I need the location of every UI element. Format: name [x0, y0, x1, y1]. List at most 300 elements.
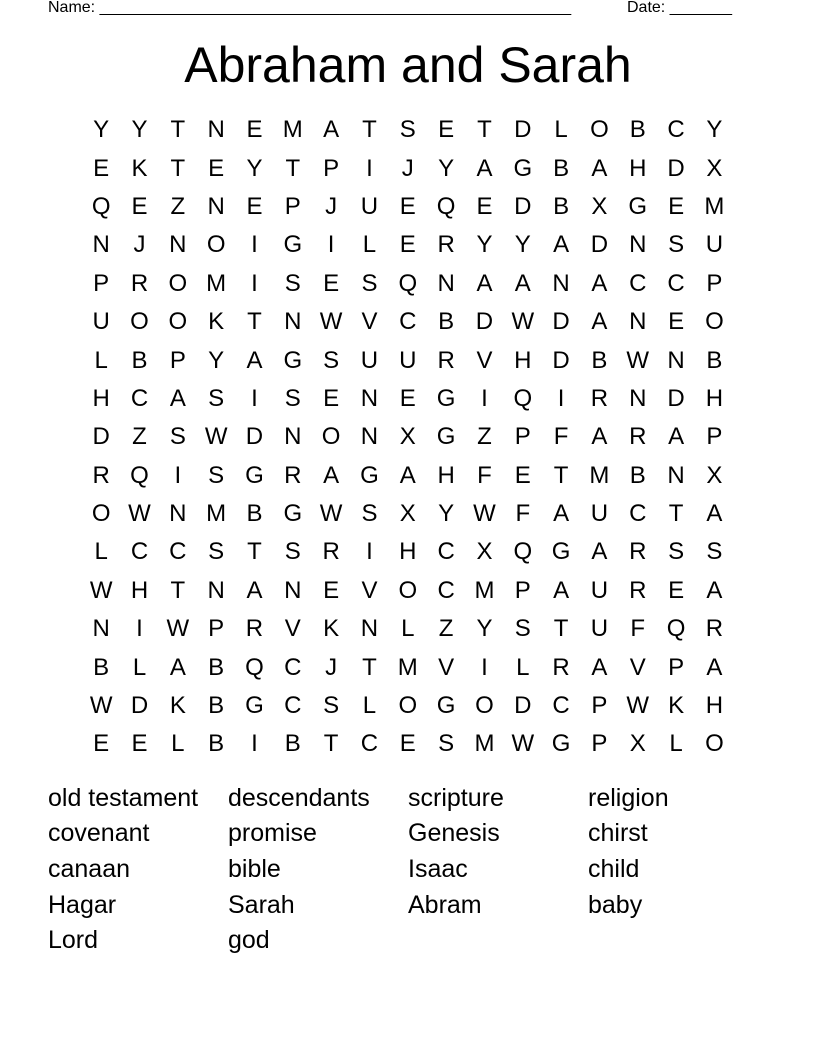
- word-list-item: chirst: [588, 819, 648, 848]
- grid-letter: S: [208, 461, 225, 489]
- grid-letter: M: [397, 653, 418, 681]
- grid-letter: P: [514, 576, 531, 604]
- grid-letter: A: [553, 500, 570, 528]
- grid-letter: P: [169, 346, 186, 374]
- grid-letter: Z: [438, 615, 454, 643]
- grid-letter: Y: [93, 116, 110, 144]
- grid-row: [82, 648, 734, 686]
- grid-letter: T: [553, 461, 569, 489]
- grid-letter: Y: [706, 116, 723, 144]
- grid-letter: N: [360, 615, 379, 643]
- grid-letter: N: [629, 231, 647, 259]
- grid-letter: L: [669, 730, 683, 758]
- grid-letter: Z: [477, 423, 492, 451]
- grid-letter: E: [93, 154, 110, 182]
- grid-letter: N: [169, 500, 187, 528]
- grid-letter: F: [630, 615, 646, 643]
- grid-letter: P: [208, 615, 225, 643]
- grid-letter: N: [207, 576, 225, 604]
- grid-letter: A: [323, 116, 340, 144]
- grid-letter: R: [552, 653, 570, 681]
- grid-letter: G: [245, 692, 264, 720]
- grid-letter: Z: [132, 423, 147, 451]
- grid-letter: Q: [513, 538, 533, 566]
- grid-letter: C: [629, 500, 647, 528]
- grid-letter: A: [246, 576, 263, 604]
- grid-letter: B: [629, 461, 646, 489]
- grid-letter: Y: [131, 116, 148, 144]
- grid-letter: S: [323, 692, 340, 720]
- grid-letter: Z: [170, 192, 186, 220]
- grid-letter: E: [438, 116, 455, 144]
- grid-letter: O: [321, 423, 341, 451]
- grid-row: [82, 188, 734, 226]
- grid-letter: F: [477, 461, 492, 489]
- grid-letter: I: [481, 384, 488, 412]
- grid-letter: C: [169, 538, 187, 566]
- grid-letter: D: [92, 423, 110, 451]
- grid-letter: G: [283, 500, 303, 528]
- word-row: [48, 887, 768, 923]
- grid-letter: M: [206, 269, 227, 297]
- grid-letter: N: [284, 423, 302, 451]
- date-field-label: Date: _______: [627, 0, 732, 16]
- grid-letter: I: [557, 384, 565, 412]
- grid-letter: L: [132, 653, 147, 681]
- grid-letter: A: [169, 384, 186, 412]
- grid-letter: T: [170, 576, 186, 604]
- grid-letter: N: [437, 269, 455, 297]
- grid-letter: G: [436, 384, 456, 412]
- grid-letter: N: [92, 615, 110, 643]
- grid-letter: D: [130, 692, 149, 720]
- grid-letter: Y: [208, 346, 225, 374]
- grid-letter: S: [668, 231, 685, 259]
- grid-letter: Q: [398, 269, 418, 297]
- grid-letter: G: [283, 346, 303, 374]
- grid-letter: R: [322, 538, 340, 566]
- grid-row: [82, 610, 734, 648]
- grid-letter: N: [284, 308, 302, 336]
- grid-letter: S: [361, 269, 378, 297]
- grid-row: [82, 725, 734, 763]
- grid-letter: E: [668, 576, 685, 604]
- word-list-item: bible: [228, 854, 281, 883]
- grid-letter: A: [246, 346, 263, 374]
- grid-letter: O: [168, 308, 188, 336]
- word-list-item: scripture: [408, 783, 504, 812]
- grid-letter: I: [251, 384, 258, 412]
- grid-letter: O: [475, 692, 494, 720]
- grid-letter: C: [667, 269, 685, 297]
- grid-letter: U: [360, 346, 379, 374]
- grid-letter: T: [668, 500, 684, 528]
- grid-letter: O: [91, 500, 111, 528]
- grid-row: [82, 533, 734, 571]
- grid-letter: N: [207, 116, 225, 144]
- grid-letter: M: [474, 576, 495, 604]
- grid-letter: T: [170, 116, 186, 144]
- grid-letter: I: [251, 269, 258, 297]
- grid-letter: C: [284, 692, 302, 720]
- grid-letter: G: [245, 461, 264, 489]
- grid-letter: W: [473, 500, 496, 528]
- grid-letter: I: [174, 461, 182, 489]
- grid-row: [82, 341, 734, 379]
- grid-letter: O: [206, 231, 226, 259]
- grid-letter: X: [399, 423, 416, 451]
- grid-letter: B: [93, 653, 110, 681]
- grid-letter: U: [590, 500, 609, 528]
- grid-letter: W: [204, 423, 228, 451]
- grid-letter: I: [251, 730, 258, 758]
- grid-letter: R: [437, 346, 455, 374]
- grid-letter: B: [629, 116, 646, 144]
- grid-letter: I: [366, 538, 373, 566]
- grid-letter: P: [284, 192, 301, 220]
- grid-letter: B: [208, 730, 225, 758]
- grid-letter: H: [130, 576, 149, 604]
- grid-row: [82, 149, 734, 187]
- grid-letter: L: [554, 116, 568, 144]
- grid-letter: E: [399, 384, 416, 412]
- grid-letter: H: [437, 461, 455, 489]
- grid-letter: A: [668, 423, 685, 451]
- grid-row: [82, 111, 734, 149]
- grid-letter: S: [399, 116, 416, 144]
- grid-letter: X: [706, 154, 723, 182]
- grid-letter: V: [629, 653, 646, 681]
- grid-letter: R: [590, 384, 609, 412]
- grid-letter: E: [246, 192, 263, 220]
- grid-letter: E: [514, 461, 531, 489]
- grid-letter: B: [438, 308, 455, 336]
- grid-letter: T: [170, 154, 186, 182]
- grid-letter: A: [706, 653, 723, 681]
- word-list-item: child: [588, 854, 640, 883]
- grid-letter: T: [553, 615, 569, 643]
- word-list-item: Genesis: [408, 819, 500, 848]
- grid-letter: C: [629, 269, 647, 297]
- grid-row: [82, 687, 734, 725]
- grid-row: [82, 495, 734, 533]
- grid-letter: W: [166, 615, 190, 643]
- grid-letter: N: [552, 269, 570, 297]
- grid-letter: M: [206, 500, 227, 528]
- grid-letter: A: [553, 231, 570, 259]
- page-title: Abraham and Sarah: [184, 37, 632, 93]
- grid-letter: G: [436, 692, 456, 720]
- word-list-item: Lord: [48, 926, 99, 955]
- grid-letter: N: [629, 308, 647, 336]
- grid-letter: A: [591, 653, 608, 681]
- grid-letter: B: [591, 346, 608, 374]
- grid-letter: Q: [91, 192, 111, 220]
- grid-letter: W: [626, 346, 650, 374]
- grid-letter: R: [437, 231, 455, 259]
- grid-letter: N: [360, 384, 379, 412]
- grid-letter: I: [366, 154, 373, 182]
- word-list-item: canaan: [48, 854, 131, 883]
- grid-letter: E: [399, 192, 416, 220]
- grid-letter: H: [705, 692, 724, 720]
- grid-letter: M: [589, 461, 610, 489]
- grid-row: [82, 265, 734, 303]
- grid-letter: E: [323, 269, 340, 297]
- grid-letter: E: [323, 384, 340, 412]
- grid-letter: S: [284, 269, 301, 297]
- grid-letter: L: [362, 231, 377, 259]
- grid-letter: X: [591, 192, 608, 220]
- grid-letter: O: [398, 576, 418, 604]
- word-row: [48, 851, 768, 887]
- grid-letter: S: [169, 423, 186, 451]
- grid-letter: I: [481, 653, 488, 681]
- grid-letter: P: [93, 269, 110, 297]
- grid-letter: G: [628, 192, 648, 220]
- grid-letter: R: [130, 269, 149, 297]
- grid-letter: T: [285, 154, 301, 182]
- grid-letter: E: [399, 730, 416, 758]
- grid-letter: L: [171, 730, 185, 758]
- grid-letter: O: [130, 308, 149, 336]
- grid-letter: P: [706, 269, 723, 297]
- grid-letter: L: [401, 615, 415, 643]
- grid-letter: A: [591, 423, 608, 451]
- grid-letter: A: [591, 269, 608, 297]
- grid-letter: Q: [436, 192, 456, 220]
- grid-letter: R: [629, 538, 647, 566]
- grid-letter: E: [131, 730, 148, 758]
- word-list-item: promise: [228, 819, 317, 848]
- grid-letter: D: [514, 192, 532, 220]
- grid-letter: V: [284, 615, 301, 643]
- grid-letter: N: [169, 231, 187, 259]
- grid-letter: G: [283, 231, 303, 259]
- grid-letter: V: [438, 653, 455, 681]
- grid-letter: C: [399, 308, 417, 336]
- grid-row: [82, 380, 734, 418]
- grid-letter: Y: [438, 154, 455, 182]
- word-list-item: covenant: [48, 819, 150, 848]
- grid-letter: D: [514, 692, 532, 720]
- grid-letter: A: [169, 653, 186, 681]
- grid-letter: B: [208, 653, 225, 681]
- grid-letter: U: [705, 231, 724, 259]
- grid-row: [82, 226, 734, 264]
- grid-letter: U: [92, 308, 110, 336]
- grid-letter: T: [362, 116, 377, 144]
- grid-letter: J: [133, 231, 146, 259]
- grid-letter: Y: [476, 615, 493, 643]
- grid-letter: A: [706, 576, 723, 604]
- grid-letter: G: [513, 154, 533, 182]
- grid-letter: S: [208, 384, 225, 412]
- grid-letter: A: [399, 461, 416, 489]
- grid-letter: Y: [514, 231, 531, 259]
- grid-letter: W: [128, 500, 151, 528]
- grid-letter: C: [284, 653, 302, 681]
- grid-letter: K: [323, 615, 340, 643]
- grid-letter: W: [89, 692, 113, 720]
- grid-letter: Q: [666, 615, 686, 643]
- grid-letter: D: [552, 346, 570, 374]
- grid-letter: W: [511, 308, 535, 336]
- grid-letter: S: [668, 538, 685, 566]
- grid-letter: S: [361, 500, 378, 528]
- grid-letter: N: [667, 461, 685, 489]
- grid-letter: C: [360, 730, 379, 758]
- grid-letter: N: [92, 231, 110, 259]
- grid-letter: B: [131, 346, 148, 374]
- word-list-item: baby: [588, 890, 643, 919]
- grid-letter: S: [438, 730, 455, 758]
- grid-row: [82, 572, 734, 610]
- grid-letter: W: [89, 576, 113, 604]
- grid-letter: U: [590, 576, 609, 604]
- grid-letter: E: [131, 192, 148, 220]
- name-field-label: Name: _____________________________________________________: [48, 0, 572, 16]
- grid-letter: R: [629, 576, 647, 604]
- grid-letter: X: [476, 538, 493, 566]
- grid-letter: D: [590, 231, 609, 259]
- grid-letter: X: [399, 500, 416, 528]
- grid-letter: B: [246, 500, 263, 528]
- grid-letter: D: [667, 154, 685, 182]
- grid-letter: R: [245, 615, 264, 643]
- word-list-item: god: [228, 926, 270, 955]
- grid-letter: P: [591, 692, 608, 720]
- grid-letter: B: [208, 692, 225, 720]
- grid-letter: M: [474, 730, 495, 758]
- grid-letter: Q: [130, 461, 149, 489]
- grid-letter: B: [284, 730, 301, 758]
- grid-letter: F: [515, 500, 531, 528]
- grid-letter: C: [437, 576, 455, 604]
- grid-letter: H: [399, 538, 417, 566]
- grid-letter: W: [626, 692, 650, 720]
- grid-letter: R: [284, 461, 302, 489]
- grid-letter: F: [553, 423, 569, 451]
- grid-letter: L: [516, 653, 530, 681]
- grid-letter: A: [591, 308, 608, 336]
- grid-letter: S: [514, 615, 531, 643]
- grid-letter: B: [706, 346, 723, 374]
- grid-letter: E: [323, 576, 340, 604]
- grid-letter: U: [590, 615, 609, 643]
- grid-letter: Y: [246, 154, 263, 182]
- grid-letter: A: [553, 576, 570, 604]
- grid-letter: G: [436, 423, 456, 451]
- word-list-item: Sarah: [228, 890, 295, 919]
- grid-letter: N: [207, 192, 225, 220]
- word-list-item: Hagar: [48, 890, 117, 919]
- grid-letter: E: [399, 231, 416, 259]
- grid-letter: L: [94, 346, 108, 374]
- grid-letter: H: [629, 154, 647, 182]
- grid-letter: E: [246, 116, 263, 144]
- grid-letter: S: [323, 346, 340, 374]
- grid-letter: A: [476, 269, 493, 297]
- grid-letter: I: [327, 231, 335, 259]
- grid-letter: Y: [438, 500, 455, 528]
- grid-letter: H: [92, 384, 110, 412]
- grid-letter: Y: [476, 231, 493, 259]
- grid-letter: C: [130, 538, 149, 566]
- grid-letter: I: [251, 231, 258, 259]
- grid-letter: A: [323, 461, 340, 489]
- grid-letter: H: [705, 384, 724, 412]
- grid-letter: V: [361, 576, 378, 604]
- grid-letter: P: [706, 423, 723, 451]
- grid-letter: M: [282, 116, 303, 144]
- grid-letter: P: [668, 653, 685, 681]
- grid-letter: B: [553, 192, 570, 220]
- grid-letter: A: [591, 154, 608, 182]
- word-list: [48, 780, 768, 958]
- grid-letter: Q: [245, 653, 264, 681]
- grid-letter: M: [704, 192, 725, 220]
- grid-letter: O: [705, 308, 724, 336]
- grid-letter: S: [208, 538, 225, 566]
- grid-letter: S: [284, 538, 301, 566]
- grid-letter: V: [361, 308, 378, 336]
- grid-letter: S: [706, 538, 723, 566]
- grid-letter: K: [131, 154, 148, 182]
- grid-letter: N: [284, 576, 302, 604]
- grid-letter: A: [591, 538, 608, 566]
- grid-letter: T: [323, 730, 339, 758]
- grid-letter: O: [705, 730, 724, 758]
- word-list-item: Abram: [408, 890, 482, 919]
- grid-letter: K: [208, 308, 225, 336]
- word-list-item: old testament: [48, 783, 199, 812]
- grid-letter: P: [591, 730, 608, 758]
- grid-letter: T: [362, 653, 377, 681]
- grid-letter: V: [476, 346, 493, 374]
- grid-letter: W: [511, 730, 535, 758]
- grid-letter: O: [398, 692, 418, 720]
- grid-letter: U: [399, 346, 417, 374]
- grid-letter: X: [706, 461, 723, 489]
- word-row: [48, 816, 768, 852]
- grid-letter: G: [360, 461, 379, 489]
- grid-letter: E: [476, 192, 493, 220]
- letter-grid: [82, 111, 734, 764]
- grid-letter: L: [362, 692, 377, 720]
- grid-letter: Q: [513, 384, 533, 412]
- grid-letter: W: [319, 500, 343, 528]
- grid-row: [82, 303, 734, 341]
- grid-letter: C: [130, 384, 149, 412]
- grid-letter: P: [323, 154, 340, 182]
- grid-letter: G: [551, 730, 571, 758]
- grid-letter: C: [437, 538, 455, 566]
- word-list-item: descendants: [228, 783, 370, 812]
- grid-letter: O: [168, 269, 188, 297]
- grid-letter: T: [477, 116, 492, 144]
- grid-letter: R: [92, 461, 110, 489]
- word-list-item: religion: [588, 783, 669, 812]
- grid-letter: J: [401, 154, 414, 182]
- grid-row: [82, 457, 734, 495]
- grid-letter: C: [667, 116, 685, 144]
- grid-letter: S: [284, 384, 301, 412]
- grid-letter: J: [325, 192, 338, 220]
- grid-letter: E: [208, 154, 225, 182]
- grid-letter: E: [668, 192, 685, 220]
- grid-letter: A: [706, 500, 723, 528]
